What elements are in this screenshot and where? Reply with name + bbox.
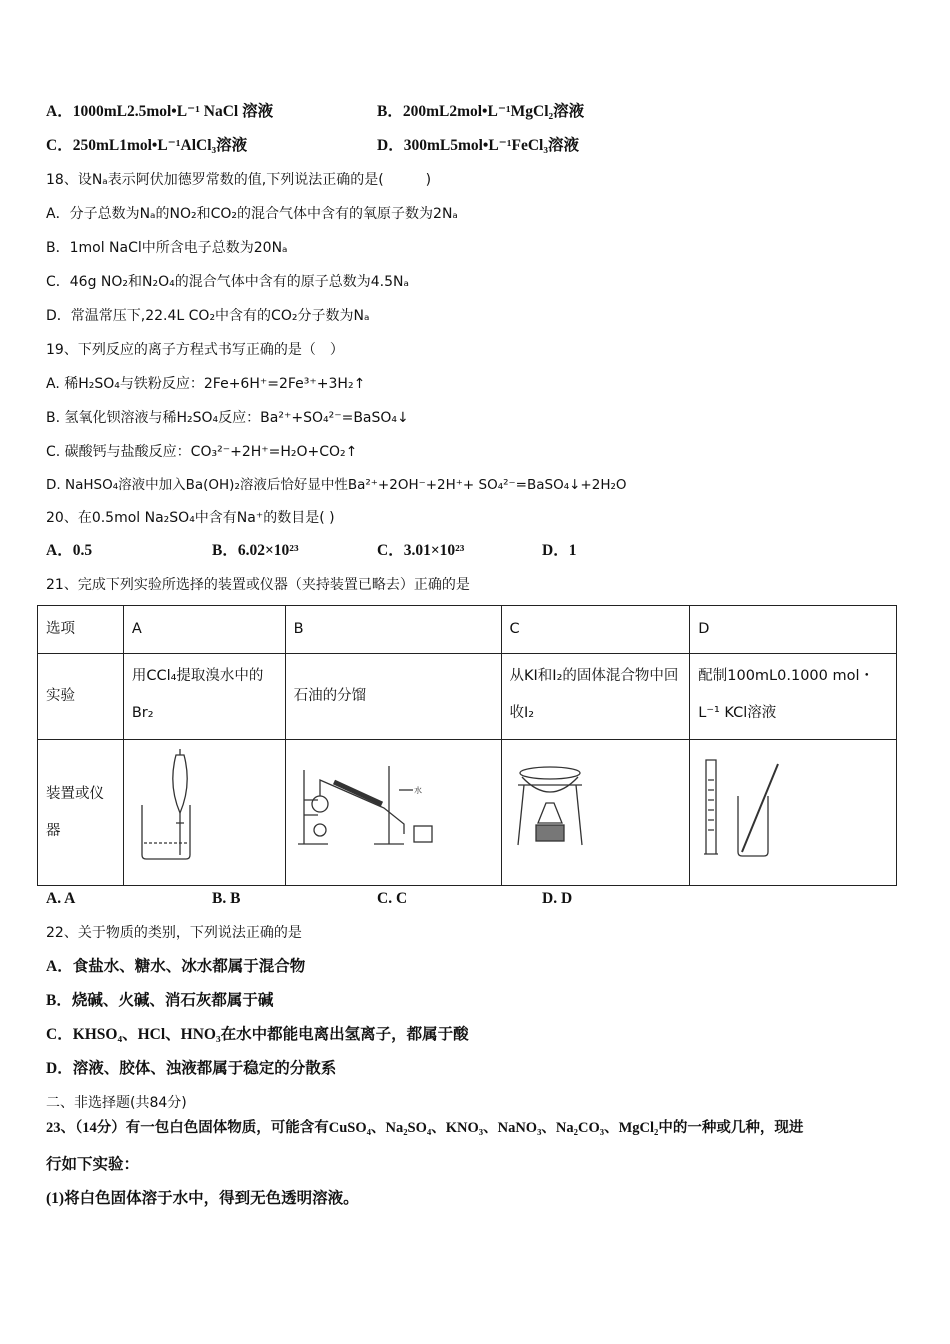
q23-line2: 行如下实验： xyxy=(46,1156,140,1173)
separatory-funnel-icon xyxy=(132,745,212,865)
water-label: 水 xyxy=(413,786,422,795)
row-header-experiment: 实验 xyxy=(38,654,124,740)
q22-option-d: D．溶液、胶体、浊液都属于稳定的分散系 xyxy=(46,1060,337,1077)
apparatus-d xyxy=(690,740,897,886)
q19-option-d: D. NaHSO₄溶液中加入Ba(OH)₂溶液后恰好显中性Ba²⁺+2OH⁻+2H⁺+ SO₄²⁻=BaSO₄↓+2H₂O xyxy=(46,477,627,493)
q18-option-b: B．1mol NaCl中所含电子总数为20Nₐ xyxy=(46,240,288,256)
q21-answer-a: A. A xyxy=(46,890,76,907)
q17-option-b: B．200mL2mol•L⁻¹MgCl₂溶液 xyxy=(377,103,585,120)
experiment-b: 石油的分馏 xyxy=(285,654,501,740)
q17-option-c: C．250mL1mol•L⁻¹AlCl₃溶液 xyxy=(46,137,248,154)
cylinder-beaker-rod-icon xyxy=(698,750,798,860)
col-label-b: B xyxy=(285,606,501,654)
col-label-d: D xyxy=(690,606,897,654)
experiment-c: 从KI和I₂的固体混合物中回收I₂ xyxy=(501,654,690,740)
q18-stem: 18、设Nₐ表示阿伏加德罗常数的值,下列说法正确的是( ) xyxy=(46,172,432,188)
experiment-d: 配制100mL0.1000 mol・L⁻¹ KCl溶液 xyxy=(690,654,897,740)
apparatus-a xyxy=(123,740,285,886)
col-label-a: A xyxy=(123,606,285,654)
sublimation-apparatus-icon xyxy=(510,755,590,855)
q22-option-a: A．食盐水、糖水、冰水都属于混合物 xyxy=(46,958,306,975)
q18-option-d: D．常温常压下,22.4L CO₂中含有的CO₂分子数为Nₐ xyxy=(46,308,370,324)
q18-option-a: A．分子总数为Nₐ的NO₂和CO₂的混合气体中含有的氧原子数为2Nₐ xyxy=(46,206,458,222)
q21-answer-d: D. D xyxy=(542,890,573,907)
q19-option-c: C. 碳酸钙与盐酸反应：CO₃²⁻+2H⁺=H₂O+CO₂↑ xyxy=(46,444,358,460)
col-label-c: C xyxy=(501,606,690,654)
q21-answer-b: B. B xyxy=(212,890,241,907)
q23-step1: (1)将白色固体溶于水中，得到无色透明溶液。 xyxy=(46,1190,359,1207)
q19-option-b: B. 氢氧化钡溶液与稀H₂SO₄反应：Ba²⁺+SO₄²⁻=BaSO₄↓ xyxy=(46,410,409,426)
q22-stem: 22、关于物质的类别，下列说法正确的是 xyxy=(46,925,302,941)
q23-line1: 23、（14分）有一包白色固体物质，可能含有CuSO₄、Na₂SO₄、KNO₃、NaNO₃、Na₂CO₃、MgCl₂中的一种或几种，现进 xyxy=(46,1120,804,1136)
q18-option-c: C．46g NO₂和N₂O₄的混合气体中含有的原子总数为4.5Nₐ xyxy=(46,274,409,290)
q19-option-a: A. 稀H₂SO₄与铁粉反应：2Fe+6H⁺=2Fe³⁺+3H₂↑ xyxy=(46,376,366,392)
q21-stem: 21、完成下列实验所选择的装置或仪器（夹持装置已略去）正确的是 xyxy=(46,577,470,593)
apparatus-c xyxy=(501,740,690,886)
row-header-option: 选项 xyxy=(38,606,124,654)
distillation-apparatus-icon xyxy=(294,760,444,850)
q17-option-a: A．1000mL2.5mol•L⁻¹ NaCl 溶液 xyxy=(46,103,274,120)
q20-option-a: A．0.5 xyxy=(46,542,93,559)
q19-stem: 19、下列反应的离子方程式书写正确的是（ ） xyxy=(46,342,344,358)
q22-option-c: C．KHSO₄、HCl、HNO₃在水中都能电离出氢离子，都属于酸 xyxy=(46,1026,469,1043)
q20-option-c: C．3.01×10²³ xyxy=(377,542,465,559)
q17-option-d: D．300mL5mol•L⁻¹FeCl₃溶液 xyxy=(377,137,579,154)
section-heading: 二、非选择题(共84分) xyxy=(46,1095,187,1111)
q21-answer-c: C. C xyxy=(377,890,408,907)
apparatus-b xyxy=(285,740,501,886)
q22-option-b: B．烧碱、火碱、消石灰都属于碱 xyxy=(46,992,274,1009)
q20-option-d: D．1 xyxy=(542,542,577,559)
row-header-apparatus: 装置或仪器 xyxy=(38,740,124,886)
q21-table xyxy=(37,605,897,886)
experiment-a: 用CCl₄提取溴水中的Br₂ xyxy=(123,654,285,740)
q20-stem: 20、在0.5mol Na₂SO₄中含有Na⁺的数目是( ) xyxy=(46,510,335,526)
q20-option-b: B．6.02×10²³ xyxy=(212,542,299,559)
